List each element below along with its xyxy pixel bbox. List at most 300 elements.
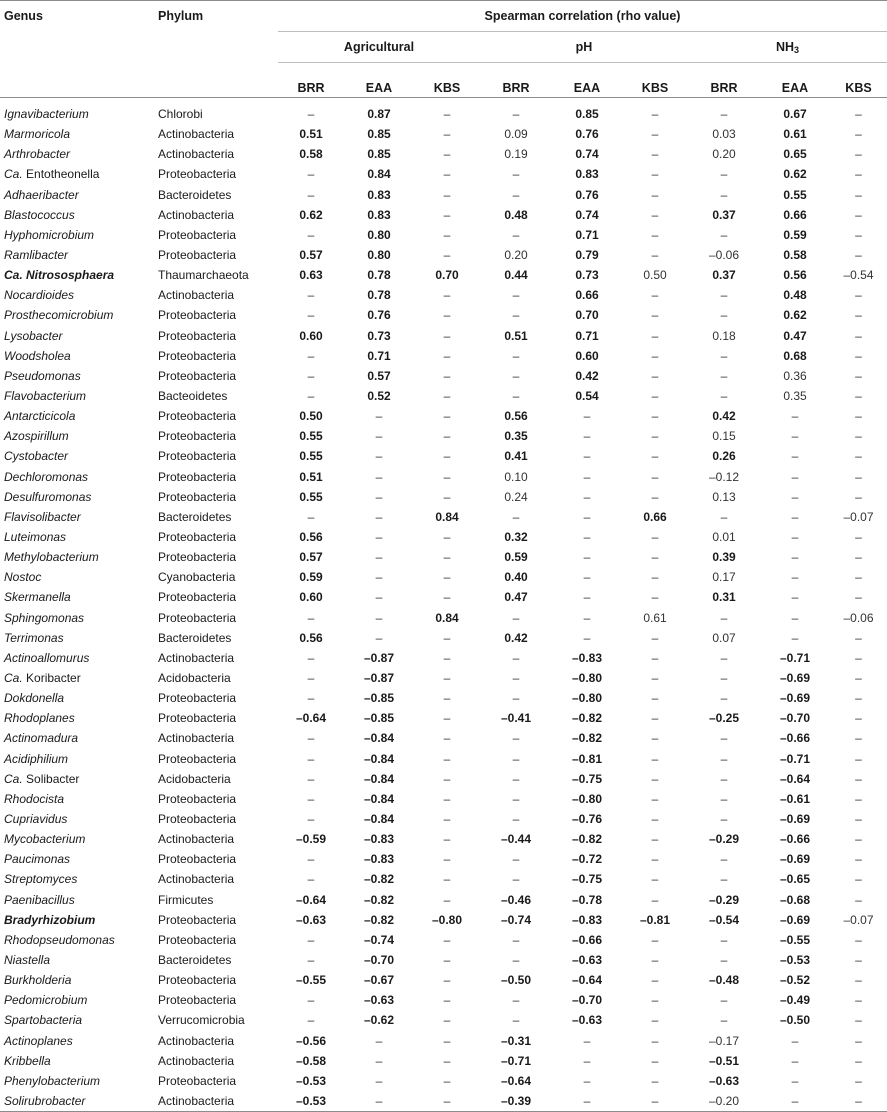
rho-value-cell: – [720, 731, 728, 746]
rho-value-cell: 0.65 [783, 147, 807, 162]
rho-value-cell: – [651, 429, 659, 444]
rho-value-cell: –0.64 [779, 771, 811, 786]
rho-value-cell: –0.55 [779, 932, 811, 947]
phylum-cell: Bacteoidetes [158, 389, 228, 404]
rho-value-cell: –0.58 [295, 1053, 327, 1068]
rho-value-cell: –0.69 [779, 691, 811, 706]
phylum-cell: Proteobacteria [158, 932, 237, 947]
rho-value-cell: – [512, 389, 520, 404]
rho-value-cell: 0.51 [299, 127, 323, 142]
rho-value-cell: 0.48 [783, 288, 807, 303]
phylum-cell: Actinobacteria [158, 207, 235, 222]
genus-name: Luteimonas [4, 530, 67, 545]
rho-value-cell: 0.80 [367, 248, 391, 263]
table-row [0, 366, 887, 386]
rho-value-cell: 0.84 [435, 509, 459, 524]
rho-value-cell: –0.81 [639, 912, 671, 927]
rho-value-cell: 0.42 [575, 368, 599, 383]
rho-value-cell: – [651, 590, 659, 605]
rho-value-cell: – [375, 509, 383, 524]
rho-value-cell: – [855, 630, 862, 645]
rho-value-cell: – [791, 1033, 799, 1048]
rho-value-cell: – [443, 248, 451, 263]
rho-value-cell: – [583, 429, 591, 444]
rho-value-cell: –0.52 [779, 973, 811, 988]
rho-value-cell: – [443, 630, 451, 645]
rho-value-cell: –0.29 [708, 832, 740, 847]
rho-value-cell: – [720, 1013, 728, 1028]
rho-value-cell: – [443, 550, 451, 565]
rho-value-cell: –0.74 [363, 932, 395, 947]
genus-cell [0, 265, 154, 285]
phylum-cell: Firmicutes [158, 892, 214, 907]
table-row [0, 144, 887, 164]
rho-value-cell: – [443, 1013, 451, 1028]
rho-value-cell: –0.64 [571, 973, 603, 988]
rho-value-cell: – [791, 610, 799, 625]
rho-value-cell: – [855, 1073, 862, 1088]
table-row [0, 1051, 887, 1071]
rho-value-cell: –0.83 [571, 650, 603, 665]
rho-value-cell: – [720, 932, 728, 947]
rho-value-cell: – [651, 449, 659, 464]
genus-cell [0, 326, 154, 346]
rho-value-cell: – [855, 550, 862, 565]
rho-value-cell: –0.53 [295, 1073, 327, 1088]
rho-value-cell: – [651, 187, 659, 202]
rho-value-cell: – [855, 872, 862, 887]
phylum-cell: Bacteroidetes [158, 952, 232, 967]
rho-value-cell: 0.56 [299, 630, 323, 645]
rho-value-cell: –0.06 [843, 610, 874, 625]
rho-value-cell: – [443, 207, 451, 222]
rho-value-cell: – [443, 288, 451, 303]
rho-value-cell: – [855, 107, 862, 122]
phylum-cell: Actinobacteria [158, 147, 235, 162]
rho-value-cell: – [855, 771, 862, 786]
phylum-cell: Proteobacteria [158, 751, 237, 766]
rho-value-cell: –0.87 [363, 671, 395, 685]
genus-name: Actinomadura [4, 731, 79, 746]
rho-value-cell: – [651, 530, 659, 545]
rho-value-cell: 0.37 [712, 268, 736, 283]
genus-name: Actinoallomurus [4, 650, 90, 665]
rho-value-cell: 0.58 [299, 147, 323, 162]
rho-value-cell: – [855, 751, 862, 766]
genus-name: Skermanella [4, 590, 71, 605]
table-row [0, 386, 887, 406]
rho-value-cell: – [307, 671, 315, 685]
rho-value-cell: – [651, 671, 659, 685]
rho-value-cell: – [651, 147, 659, 162]
rho-value-cell: – [307, 1013, 315, 1028]
rho-value-cell: – [855, 308, 862, 323]
rho-value-cell: – [651, 167, 659, 182]
rho-value-cell: – [855, 1013, 862, 1028]
phylum-cell: Bacteroidetes [158, 509, 232, 524]
rho-value-cell: –0.84 [363, 771, 395, 786]
rho-value-cell: –0.69 [779, 912, 811, 927]
genus-name: Desulfuromonas [4, 489, 92, 504]
rho-value-cell: – [375, 630, 383, 645]
rho-value-cell: –0.70 [779, 711, 811, 726]
rho-value-cell: – [512, 932, 520, 947]
rho-value-cell: – [443, 1073, 451, 1088]
rho-value-cell: – [512, 791, 520, 806]
table-row [0, 487, 887, 507]
rho-value-cell: – [651, 227, 659, 242]
rho-value-cell: – [443, 811, 451, 826]
rho-value-cell: – [307, 509, 315, 524]
rho-value-cell: –0.70 [571, 993, 603, 1008]
rho-value-cell: – [651, 409, 659, 424]
rho-value-cell: –0.50 [779, 1013, 811, 1028]
rho-value-cell: 0.56 [504, 409, 528, 424]
rho-value-cell: –0.65 [779, 872, 811, 887]
rho-value-cell: – [855, 671, 862, 685]
rho-value-cell: –0.71 [779, 751, 811, 766]
rho-value-cell: – [651, 348, 659, 363]
spearman-header: Spearman correlation (rho value) [278, 1, 887, 32]
phylum-cell: Proteobacteria [158, 590, 237, 605]
genus-name: Flavisolibacter [4, 509, 81, 524]
genus-name: Rhodopseudomonas [4, 932, 115, 947]
phylum-cell: Proteobacteria [158, 328, 237, 343]
rho-value-cell: – [720, 791, 728, 806]
table-row [0, 668, 887, 688]
rho-value-cell: 0.62 [783, 308, 807, 323]
phylum-cell: Bacteroidetes [158, 187, 232, 202]
rho-value-cell: – [512, 650, 520, 665]
genus-cell [0, 829, 154, 849]
rho-value-cell: – [443, 952, 451, 967]
rho-value-cell: –0.82 [363, 892, 395, 907]
rho-value-cell: – [720, 509, 728, 524]
genus-name: Pedomicrobium [4, 993, 88, 1008]
table-row [0, 789, 887, 809]
rho-value-cell: – [651, 127, 659, 142]
rho-value-cell: – [651, 1053, 659, 1068]
genus-name: Rhodocista [4, 791, 65, 806]
rho-value-cell: –0.06 [708, 248, 740, 263]
rho-value-cell: 0.41 [504, 449, 528, 464]
genus-cell [0, 104, 154, 124]
rho-value-cell: – [720, 751, 728, 766]
rho-value-cell: – [443, 308, 451, 323]
genus-cell [0, 386, 154, 406]
rho-value-cell: –0.82 [571, 832, 603, 847]
rho-value-cell: – [307, 932, 315, 947]
rho-value-cell: – [512, 227, 520, 242]
rho-value-cell: – [443, 187, 451, 202]
rho-value-cell: – [512, 952, 520, 967]
rho-value-cell: –0.68 [779, 892, 811, 907]
rho-value-cell: 0.66 [643, 509, 667, 524]
phylum-cell: Proteobacteria [158, 368, 237, 383]
rho-value-cell: – [651, 630, 659, 645]
phylum-cell: Proteobacteria [158, 1073, 237, 1088]
rho-value-cell: – [443, 751, 451, 766]
table-row [0, 910, 887, 930]
rho-value-cell: –0.53 [779, 952, 811, 967]
rho-value-cell: –0.85 [363, 691, 395, 706]
genus-name: Lysobacter [4, 328, 63, 343]
table-row [0, 889, 887, 909]
rho-value-cell: – [651, 791, 659, 806]
rho-value-cell: – [512, 1013, 520, 1028]
rho-value-cell: – [855, 832, 862, 847]
genus-cell [0, 869, 154, 889]
rho-value-cell: – [651, 248, 659, 263]
genus-name: Mycobacterium [4, 832, 86, 847]
genus-name: Rhodoplanes [4, 711, 75, 726]
rho-value-cell: – [651, 570, 659, 585]
rho-value-cell: 0.26 [712, 449, 736, 464]
rho-value-cell: –0.44 [500, 832, 532, 847]
rho-value-cell: – [512, 811, 520, 826]
table-row [0, 406, 887, 426]
rho-value-cell: 0.37 [712, 207, 736, 222]
subcol-header: EAA [344, 63, 414, 98]
rho-value-cell: 0.83 [367, 207, 391, 222]
rho-value-cell: 0.78 [367, 268, 391, 283]
rho-value-cell: –0.72 [571, 852, 603, 867]
genus-name: Actinoplanes [4, 1033, 73, 1048]
rho-value-cell: 0.83 [575, 167, 599, 182]
rho-value-cell: – [443, 429, 451, 444]
phylum-cell: Actinobacteria [158, 650, 235, 665]
phylum-cell: Proteobacteria [158, 973, 237, 988]
table-row [0, 608, 887, 628]
rho-value-cell: – [443, 872, 451, 887]
rho-value-cell: – [855, 368, 862, 383]
rho-value-cell: – [583, 1073, 591, 1088]
genus-name: Entotheonella [22, 167, 100, 182]
rho-value-cell: –0.78 [571, 892, 603, 907]
genus-name: Niastella [4, 952, 51, 967]
group-header-agricultural: Agricultural [278, 32, 480, 63]
genus-name: Arthrobacter [4, 147, 71, 162]
rho-value-cell: – [375, 570, 383, 585]
rho-value-cell: –0.83 [363, 832, 395, 847]
rho-value-cell: – [720, 308, 728, 323]
genus-name: Adhaeribacter [4, 187, 79, 202]
genus-name: Dechloromonas [4, 469, 89, 484]
rho-value-cell: – [512, 993, 520, 1008]
rho-value-cell: –0.20 [688, 1091, 760, 1112]
genus-cell [0, 426, 154, 446]
genus-cell [0, 849, 154, 869]
genus-cell [0, 1051, 154, 1071]
rho-value-cell: –0.70 [363, 952, 395, 967]
rho-value-cell: – [443, 389, 451, 404]
rho-value-cell: – [651, 1013, 659, 1028]
genus-cell [0, 970, 154, 990]
rho-value-cell: – [855, 1033, 862, 1048]
phylum-cell: Proteobacteria [158, 469, 237, 484]
rho-value-cell: –0.17 [708, 1033, 740, 1048]
phylum-cell: Proteobacteria [158, 348, 237, 363]
rho-value-cell: 0.76 [367, 308, 391, 323]
genus-cell [0, 688, 154, 708]
rho-value-cell: – [443, 147, 451, 162]
rho-value-cell: 0.39 [712, 550, 736, 565]
rho-value-cell: 0.19 [504, 147, 528, 162]
rho-value-cell: – [651, 288, 659, 303]
rho-value-cell: – [791, 409, 799, 424]
genus-name: Marmoricola [4, 127, 71, 142]
rho-value-cell: 0.59 [299, 570, 323, 585]
table-row [0, 305, 887, 325]
rho-value-cell: 0.60 [299, 590, 323, 605]
rho-value-cell: – [791, 469, 799, 484]
genus-cell [0, 1071, 154, 1091]
rho-value-cell: –0.62 [363, 1013, 395, 1028]
phylum-cell: Actinobacteria [158, 731, 235, 746]
phylum-cell: Actinobacteria [154, 1091, 278, 1112]
genus-name: Antarcticicola [4, 409, 76, 424]
phylum-cell: Thaumarchaeota [158, 268, 249, 283]
genus-cell [0, 749, 154, 769]
rho-value-cell: – [443, 227, 451, 242]
rho-value-cell: 0.62 [783, 167, 807, 182]
rho-value-cell: – [720, 691, 728, 706]
rho-value-cell: – [720, 389, 728, 404]
rho-value-cell: 0.31 [712, 590, 736, 605]
rho-value-cell: 0.07 [712, 630, 736, 645]
rho-value-cell: – [443, 328, 451, 343]
rho-value-cell: – [651, 731, 659, 746]
genus-name: Solibacter [22, 771, 80, 786]
rho-value-cell: –0.66 [779, 731, 811, 746]
rho-value-cell: – [855, 590, 862, 605]
rho-value-cell: 0.51 [299, 469, 323, 484]
rho-value-cell: –0.63 [571, 952, 603, 967]
phylum-cell: Actinobacteria [158, 127, 235, 142]
rho-value-cell: – [512, 771, 520, 786]
rho-value-cell: – [855, 650, 862, 665]
rho-value-cell: –0.51 [708, 1053, 740, 1068]
rho-value-cell: –0.66 [779, 832, 811, 847]
rho-value-cell: – [651, 892, 659, 907]
genus-name: Spartobacteria [4, 1013, 83, 1028]
rho-value-cell: – [512, 852, 520, 867]
genus-cell [0, 587, 154, 607]
phylum-cell: Proteobacteria [158, 791, 237, 806]
rho-value-cell: – [443, 530, 451, 545]
rho-value-cell: – [512, 167, 520, 182]
phylum-cell: Proteobacteria [158, 711, 237, 726]
table-row [0, 749, 887, 769]
genus-name: Bradyrhizobium [4, 912, 96, 927]
rho-value-cell: – [583, 590, 591, 605]
rho-value-cell: – [443, 731, 451, 746]
genus-cell [0, 608, 154, 628]
rho-value-cell: – [307, 852, 315, 867]
subcol-header: EAA [552, 63, 622, 98]
genus-cell [0, 990, 154, 1010]
subcol-header: KBS [830, 63, 887, 98]
genus-cell [0, 164, 154, 184]
rho-value-cell: – [512, 348, 520, 363]
table-row [0, 285, 887, 305]
rho-value-cell: – [307, 227, 315, 242]
genus-name: Cupriavidus [4, 811, 68, 826]
rho-value-cell: – [375, 449, 383, 464]
rho-value-cell: 0.01 [712, 530, 736, 545]
rho-value-cell: – [307, 952, 315, 967]
subcol-header: KBS [414, 63, 480, 98]
rho-value-cell: – [651, 832, 659, 847]
rho-value-cell: –0.63 [571, 1013, 603, 1028]
rho-value-cell: –0.50 [500, 973, 532, 988]
rho-value-cell: 0.13 [712, 489, 736, 504]
phylum-cell: Proteobacteria [158, 912, 237, 927]
genus-prefix: Ca. [4, 671, 23, 685]
genus-cell [0, 366, 154, 386]
rho-value-cell: – [443, 570, 451, 585]
rho-value-cell: – [307, 691, 315, 706]
rho-value-cell: – [720, 650, 728, 665]
rho-value-cell: – [552, 1091, 622, 1112]
rho-value-cell: – [375, 429, 383, 444]
rho-value-cell: – [512, 610, 520, 625]
rho-value-cell: 0.57 [367, 368, 391, 383]
rho-value-cell: – [791, 1053, 799, 1068]
genus-column-header: Genus [0, 1, 154, 32]
rho-value-cell: 0.48 [504, 207, 528, 222]
genus-name: Dokdonella [4, 691, 65, 706]
genus-name: Ramlibacter [4, 248, 69, 263]
rho-value-cell: – [344, 1091, 414, 1112]
rho-value-cell: –0.82 [363, 872, 395, 887]
rho-value-cell: – [720, 671, 728, 685]
rho-value-cell: 0.85 [367, 147, 391, 162]
rho-value-cell: – [855, 187, 862, 202]
genus-cell [0, 708, 154, 728]
phylum-cell: Acidobacteria [158, 671, 231, 685]
rho-value-cell: –0.56 [295, 1033, 327, 1048]
genus-name: Koribacter [22, 671, 81, 685]
rho-value-cell: –0.25 [708, 711, 740, 726]
rho-value-cell: 0.73 [367, 328, 391, 343]
rho-value-cell: – [651, 328, 659, 343]
rho-value-cell: – [443, 771, 451, 786]
rho-value-cell: – [720, 771, 728, 786]
genus-cell [0, 1010, 154, 1030]
table-row [0, 688, 887, 708]
rho-value-cell: – [512, 368, 520, 383]
rho-value-cell: 0.56 [299, 530, 323, 545]
rho-value-cell: 0.20 [504, 248, 528, 263]
rho-value-cell: – [307, 993, 315, 1008]
rho-value-cell: – [791, 449, 799, 464]
rho-value-cell: – [651, 1033, 659, 1048]
rho-value-cell: – [855, 147, 862, 162]
rho-value-cell: – [720, 227, 728, 242]
phylum-cell: Proteobacteria [158, 811, 237, 826]
rho-value-cell: – [307, 811, 315, 826]
rho-value-cell: – [855, 691, 862, 706]
rho-value-cell: –0.55 [295, 973, 327, 988]
genus-cell [0, 346, 154, 366]
rho-value-cell: 0.76 [575, 127, 599, 142]
genus-cell [0, 789, 154, 809]
rho-value-cell: – [307, 650, 315, 665]
rho-value-cell: – [651, 973, 659, 988]
table-row [0, 1030, 887, 1050]
rho-value-cell: 0.74 [575, 207, 599, 222]
